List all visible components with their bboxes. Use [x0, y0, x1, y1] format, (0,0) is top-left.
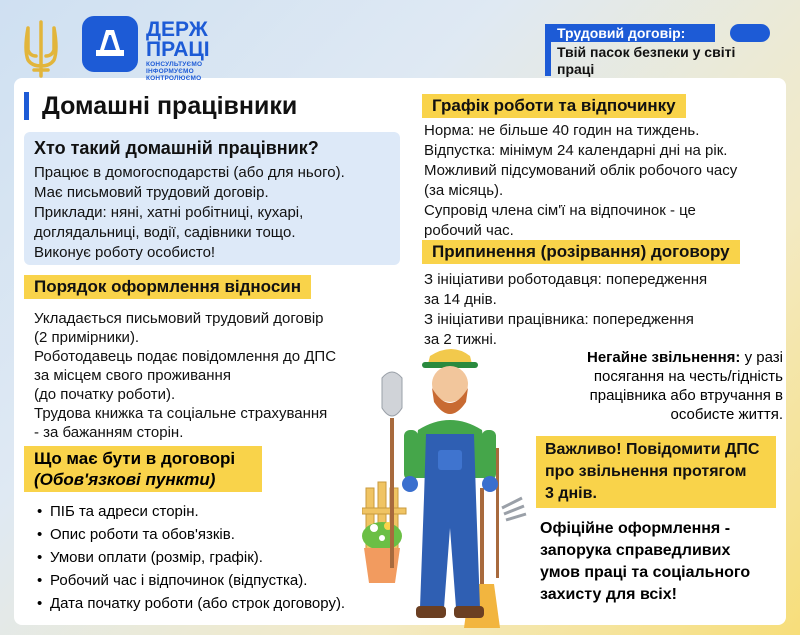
- termination-line: за 2 тижні.: [424, 331, 497, 348]
- schedule-line: робочий час.: [424, 222, 514, 239]
- termination-line: за 14 днів.: [424, 291, 497, 308]
- immediate-line: працівника або втручання в: [589, 387, 783, 404]
- contract-items: [36, 500, 406, 615]
- important-line: Важливо! Повідомити ДПС: [545, 441, 760, 458]
- important-line: 3 днів.: [545, 485, 597, 502]
- contract-item: • Опис роботи та обов'язків.: [50, 523, 406, 546]
- slogan-banner: [545, 24, 785, 80]
- termination-heading-wrap: [422, 240, 740, 264]
- flower-pot-icon: [362, 522, 402, 583]
- immediate-dismissal-text: [538, 348, 783, 424]
- trident-emblem-icon: [18, 20, 64, 78]
- closing-line: Офіційне оформлення -: [540, 520, 731, 537]
- logo-tagline: [146, 61, 202, 82]
- important-line: про звільнення протягом: [545, 463, 747, 480]
- gardener-illustration-icon: [362, 338, 542, 630]
- order-line: (до початку роботи).: [34, 386, 176, 403]
- immediate-dismissal-label: Негайне звільнення:: [587, 349, 741, 366]
- order-heading: Порядок оформлення відносин: [24, 275, 311, 299]
- derzhpratsi-logo-icon: [82, 16, 138, 72]
- schedule-line: Відпустка: мінімум 24 календарні дні на рік.: [424, 142, 728, 159]
- definition-text: [34, 163, 394, 263]
- contract-heading: [24, 446, 262, 492]
- contract-item: • ПІБ та адреси сторін.: [50, 500, 406, 523]
- schedule-line: Норма: не більше 40 годин на тиждень.: [424, 122, 700, 139]
- definition-heading: Хто такий домашній працівник?: [34, 138, 319, 158]
- schedule-heading: Графік роботи та відпочинку: [422, 94, 686, 118]
- definition-line: доглядальниці, водії, садівники тощо.: [34, 224, 296, 241]
- schedule-line: Супровід члена сім'ї на відпочинок - це: [424, 202, 696, 219]
- contract-heading-line-1: Що має бути в договорі: [34, 449, 236, 468]
- important-note: [536, 436, 776, 508]
- definition-line: Виконує роботу особисто!: [34, 244, 216, 261]
- termination-line: З ініціативи роботодавця: попередження: [424, 271, 708, 288]
- banner-title: Трудовий договір:: [557, 25, 686, 41]
- order-line: Укладається письмовий трудовий договір: [34, 310, 324, 327]
- contract-item: • Умови оплати (розмір, графік).: [50, 546, 406, 569]
- termination-line: З ініціативи працівника: попередження: [424, 311, 694, 328]
- schedule-heading-wrap: [422, 94, 686, 118]
- definition-line: Приклади: няні, хатні робітниці, кухарі,: [34, 204, 304, 221]
- order-heading-wrap: [24, 275, 311, 299]
- banner-text: Твій пасок безпеки у світі праці: [557, 44, 736, 77]
- schedule-line: (за місяць).: [424, 182, 504, 199]
- schedule-line: Можливий підсумований облік робочого часу: [424, 162, 738, 179]
- contract-item: • Робочий час і відпочинок (відпустка).: [50, 569, 406, 592]
- immediate-line: посягання на честь/гідність: [593, 368, 783, 385]
- immediate-line: особисте життя.: [670, 406, 783, 423]
- closing-statement: [540, 518, 786, 606]
- order-line: за місцем свого проживання: [34, 367, 231, 384]
- logo-name: [146, 20, 210, 60]
- order-text: [34, 309, 404, 442]
- immediate-line-1: [538, 348, 783, 367]
- closing-line: захисту для всіх!: [540, 586, 677, 603]
- definition-line: Має письмовий трудовий договір.: [34, 184, 269, 201]
- logo-line-2: ПРАЦІ: [146, 38, 210, 61]
- order-line: (2 примірники).: [34, 329, 140, 346]
- rake-icon: [496, 448, 526, 578]
- definition-line: Працює в домогосподарстві (або для нього).: [34, 164, 345, 181]
- order-line: - за бажанням сторін.: [34, 424, 184, 441]
- title-accent-bar: [24, 92, 29, 120]
- logo-tagline-1: КОНСУЛЬТУЄМО: [146, 61, 203, 68]
- logo-line-1: ДЕРЖ: [146, 18, 208, 41]
- order-line: Роботодавець подає повідомлення до ДПС: [34, 348, 337, 365]
- logo-tagline-2: ІНФОРМУЄМО: [146, 68, 194, 75]
- definition-section: [34, 138, 394, 263]
- banner-roll: [730, 24, 770, 42]
- immediate-line: у разі: [744, 349, 783, 366]
- page-title: Домашні працівники: [42, 92, 298, 120]
- contract-heading-line-2: (Обов'язкові пункти): [34, 470, 216, 489]
- order-line: Трудова книжка та соціальне страхування: [34, 405, 328, 422]
- banner-accent-bar: [545, 24, 551, 76]
- schedule-text: [424, 121, 784, 241]
- closing-line: умов праці та соціального: [540, 564, 751, 581]
- important-note-text: [545, 439, 773, 505]
- termination-heading: Припинення (розірвання) договору: [422, 240, 740, 264]
- contract-item: • Дата початку роботи (або строк договору).: [50, 592, 406, 615]
- closing-line: запорука справедливих: [540, 542, 731, 559]
- logo-tagline-3: КОНТРОЛЮЄМО: [146, 75, 202, 82]
